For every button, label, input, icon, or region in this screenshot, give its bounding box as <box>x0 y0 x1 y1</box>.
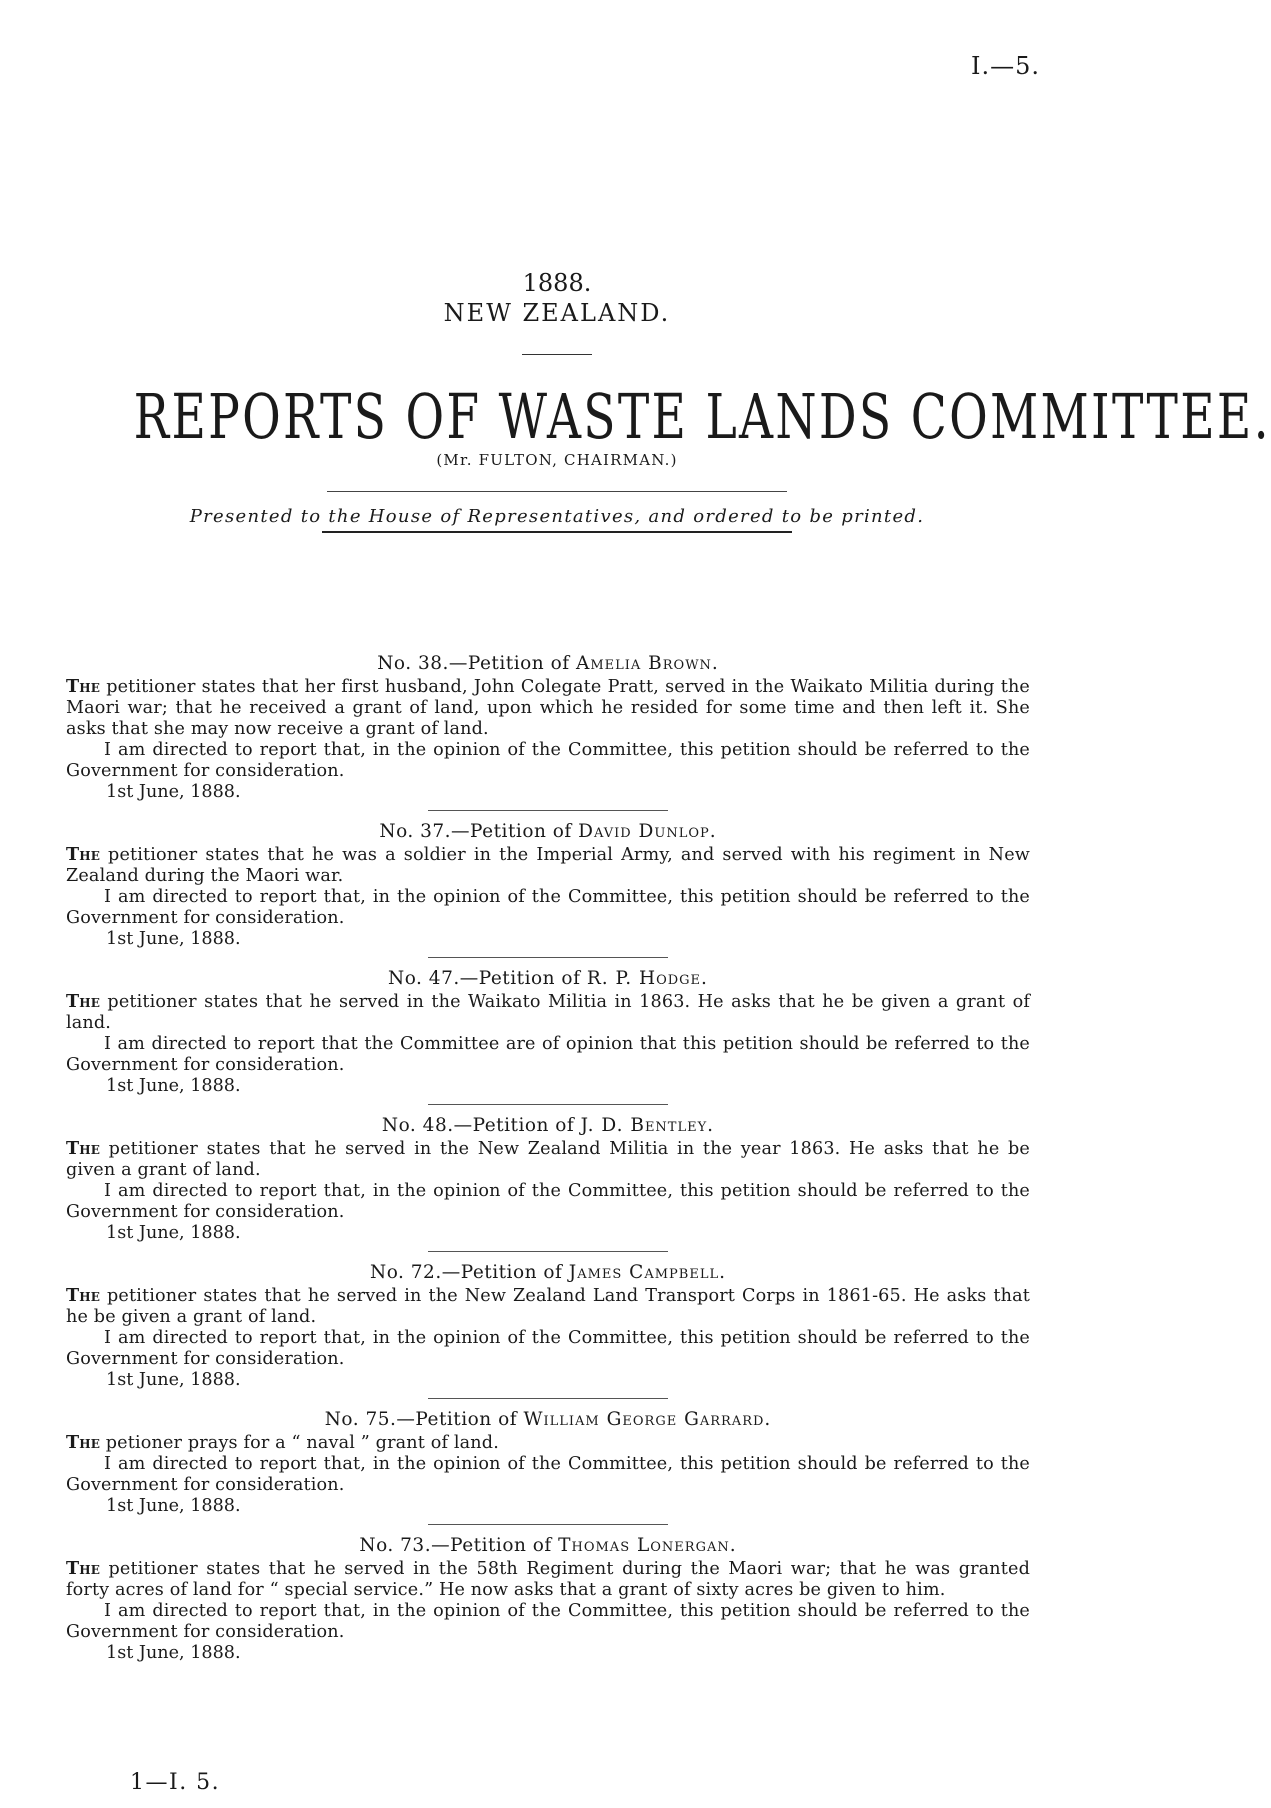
petition-heading: No. 73.—Petition of Thomas Lonergan. <box>359 1535 737 1556</box>
report-date: 1st June, 1888. <box>106 1076 241 1096</box>
divider <box>327 491 787 492</box>
petition-75 <box>66 1408 1030 1517</box>
country: NEW ZEALAND. <box>443 299 671 327</box>
committee-report: I am directed to report that, in the opinion of the Committee, this petition should be referred to the Government for consideration. <box>66 1328 1030 1369</box>
short-rule <box>522 354 592 355</box>
committee-report: I am directed to report that, in the opinion of the Committee, this petition should be referred to the Government for consideration. <box>66 1454 1030 1495</box>
committee-report: I am directed to report that the Committee are of opinion that this petition should be referred to the Government for consideration. <box>66 1034 1030 1075</box>
petition-47 <box>66 967 1030 1097</box>
petition-heading: No. 48.—Petition of J. D. Bentley. <box>381 1115 715 1136</box>
report-date: 1st June, 1888. <box>106 1643 241 1663</box>
presented-note: Presented to the House of Representatives, and ordered to be printed. <box>189 506 925 527</box>
petitioner-name: William George Garrard. <box>523 1409 772 1430</box>
committee-report: I am directed to report that, in the opinion of the Committee, this petition should be referred to the Government for consideration. <box>66 740 1030 781</box>
petition-heading: No. 75.—Petition of William George Garrard. <box>324 1409 772 1430</box>
committee-report: I am directed to report that, in the opinion of the Committee, this petition should be referred to the Government for consideration. <box>66 1601 1030 1642</box>
divider <box>428 810 668 811</box>
report-date: 1st June, 1888. <box>106 1496 241 1516</box>
petition-48 <box>66 1114 1030 1244</box>
petition-37 <box>66 820 1030 950</box>
petition-statement: The petitioner states that he served in the New Zealand Land Transport Corps in 1861-65. He asks that he be given a grant of land. <box>66 1285 1030 1327</box>
petition-73 <box>66 1534 1030 1664</box>
divider <box>428 1398 668 1399</box>
divider <box>428 1251 668 1252</box>
divider <box>322 531 792 533</box>
printer-signature: 1—I. 5. <box>130 1770 221 1795</box>
committee-report: I am directed to report that, in the opinion of the Committee, this petition should be referred to the Government for consideration. <box>66 887 1030 928</box>
petitioner-name: James Campbell. <box>568 1262 726 1283</box>
petition-38 <box>66 652 1030 803</box>
petitioner-name: J. D. Bentley. <box>580 1115 715 1136</box>
petition-heading: No. 72.—Petition of James Campbell. <box>370 1262 726 1283</box>
petition-statement: The petitioner states that he served in the Waikato Militia in 1863. He asks that he be given a grant of land. <box>66 991 1030 1033</box>
document-title: REPORTS OF WASTE LANDS COMMITTEE. <box>133 380 1271 453</box>
petition-heading: No. 38.—Petition of Amelia Brown. <box>377 653 719 674</box>
committee-report: I am directed to report that, in the opinion of the Committee, this petition should be referred to the Government for consideration. <box>66 1181 1030 1222</box>
chairman-note: (Mr. FULTON, CHAIRMAN.) <box>436 451 678 469</box>
petitioner-name: Thomas Lonergan. <box>558 1535 737 1556</box>
petitioner-name: David Dunlop. <box>578 821 717 842</box>
divider <box>428 1104 668 1105</box>
year: 1888. <box>522 269 592 297</box>
petition-statement: The petitioner states that her first husband, John Colegate Pratt, served in the Waikato Militia during the Maori war; that he received a grant of land, upon which he resided for some time and then left it. She asks that she may now receive a grant of land. <box>66 676 1030 739</box>
divider <box>428 1524 668 1525</box>
report-date: 1st June, 1888. <box>106 782 241 802</box>
petition-list <box>66 652 1030 1664</box>
petition-72 <box>66 1261 1030 1391</box>
document-header <box>0 268 1271 533</box>
petition-statement: The petitioner states that he was a soldier in the Imperial Army, and served with his regiment in New Zealand during the Maori war. <box>66 844 1030 886</box>
petitioner-name: R. P. Hodge. <box>586 968 708 989</box>
report-date: 1st June, 1888. <box>106 929 241 949</box>
report-date: 1st June, 1888. <box>106 1223 241 1243</box>
petitioner-name: Amelia Brown. <box>575 653 719 674</box>
petition-heading: No. 37.—Petition of David Dunlop. <box>379 821 717 842</box>
divider <box>428 957 668 958</box>
petition-statement: The petitioner states that he served in the 58th Regiment during the Maori war; that he was granted forty acres of land for “ special service.” He now asks that a grant of sixty acres be given to him. <box>66 1558 1030 1600</box>
petition-statement: The petioner prays for a “ naval ” grant of land. <box>66 1432 499 1453</box>
petition-heading: No. 47.—Petition of R. P. Hodge. <box>388 968 708 989</box>
petition-statement: The petitioner states that he served in the New Zealand Militia in the year 1863. He asks that he be given a grant of land. <box>66 1138 1030 1180</box>
page-reference: I.—5. <box>970 52 1040 80</box>
report-date: 1st June, 1888. <box>106 1370 241 1390</box>
